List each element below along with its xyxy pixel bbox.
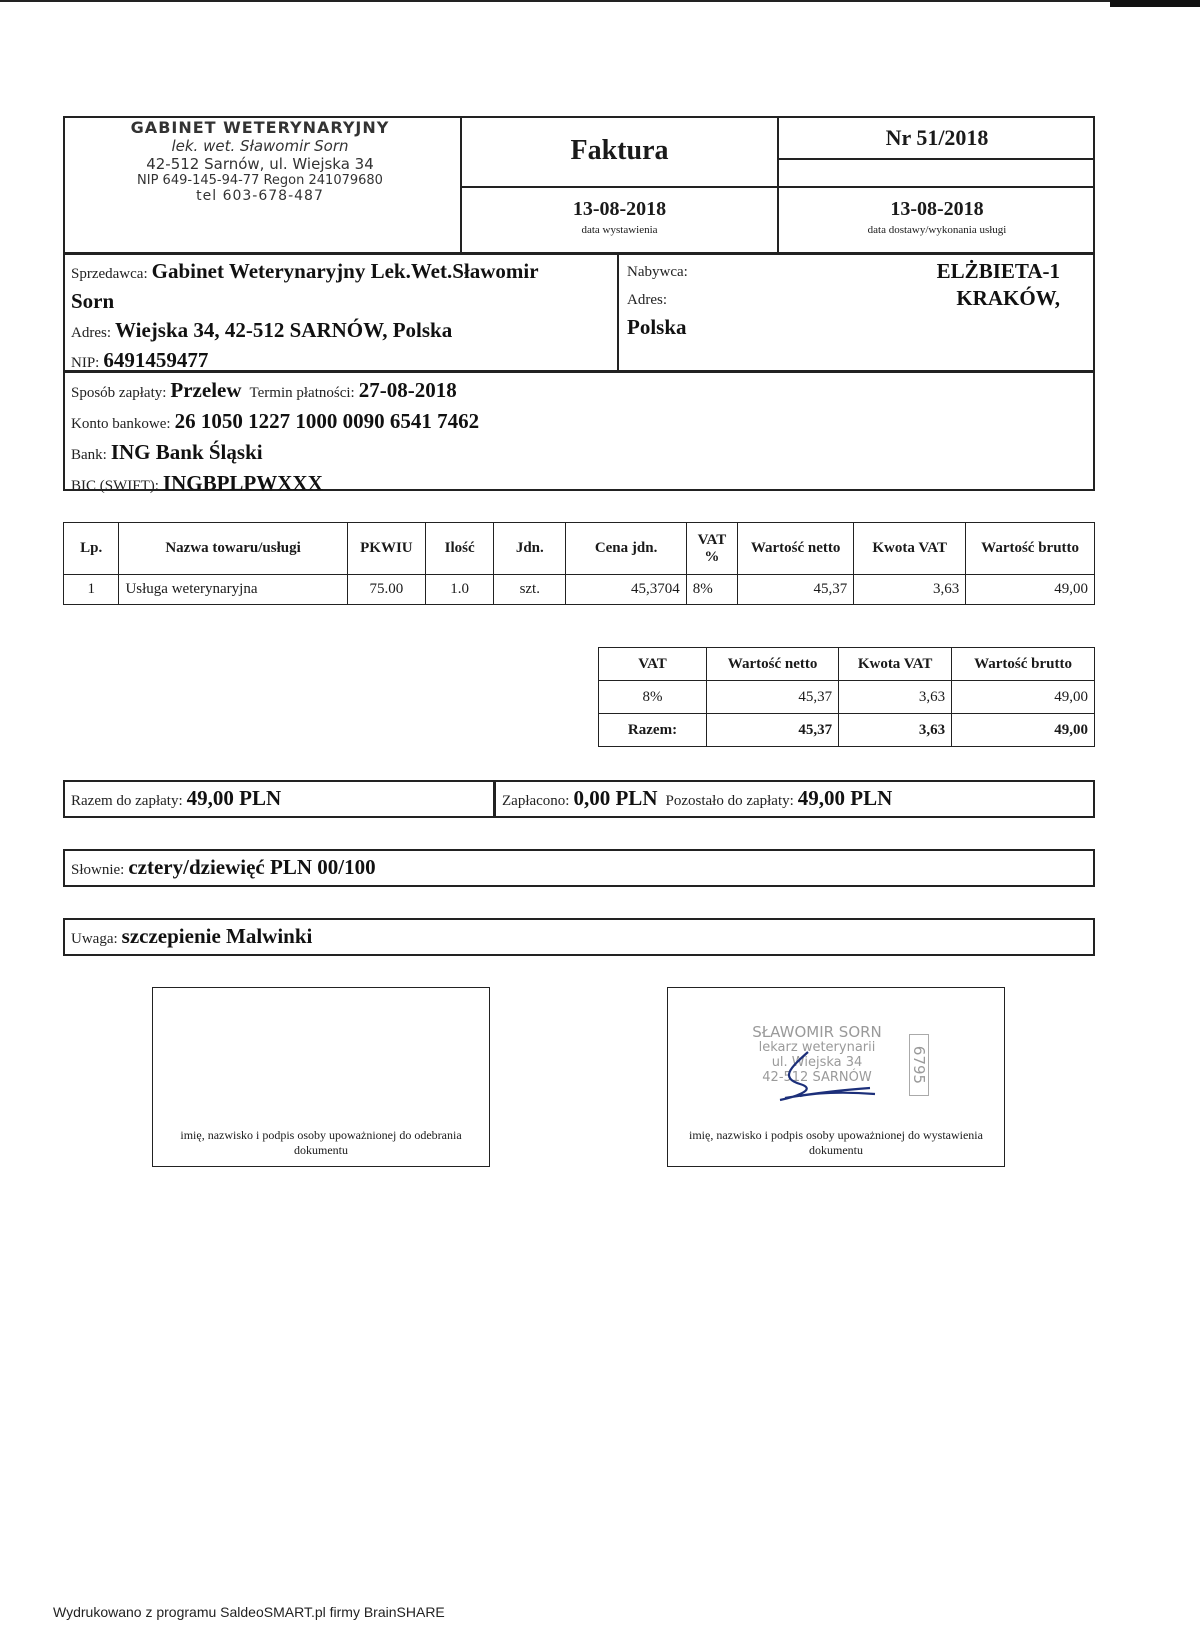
- buyer-city: KRAKÓW,: [956, 286, 1060, 310]
- item-qty: 1.0: [426, 575, 494, 605]
- payment-due-label: Termin płatności:: [249, 385, 355, 401]
- paid-value: 0,00 PLN: [573, 786, 658, 810]
- remaining-label: Pozostało do zapłaty:: [665, 793, 794, 809]
- delivery-date-label: data dostawy/wykonania usługi: [867, 224, 1007, 236]
- col-gross: Wartość brutto: [966, 523, 1095, 575]
- words-label: Słownie:: [71, 862, 125, 878]
- vat-total-label: Razem:: [599, 714, 707, 747]
- item-vat-amount: 3,63: [854, 575, 966, 605]
- paid-label: Zapłacono:: [502, 793, 570, 809]
- stamp-phone: tel 603-678-487: [196, 188, 324, 204]
- col-net: Wartość netto: [738, 523, 854, 575]
- vat-total-net: 45,37: [707, 714, 839, 747]
- seller-nip: 6491459477: [103, 348, 209, 372]
- item-net: 45,37: [738, 575, 854, 605]
- item-name: Usługa weterynaryjna: [119, 575, 347, 605]
- amount-in-words: [71, 855, 376, 880]
- item-lp: 1: [64, 575, 119, 605]
- col-name: Nazwa towaru/usługi: [119, 523, 347, 575]
- payment-due: 27-08-2018: [358, 378, 457, 402]
- vat-col-net: Wartość netto: [707, 648, 839, 681]
- col-lp: Lp.: [64, 523, 119, 575]
- vat-total-row: [599, 714, 1095, 747]
- seller-nip-label: NIP:: [71, 355, 100, 371]
- words-value: cztery/dziewięć PLN 00/100: [128, 855, 376, 879]
- issuer-stamp: [100, 118, 420, 204]
- receiver-signature-caption: imię, nazwisko i podpis osoby upoważnionej do odebrania dokumentu: [180, 1128, 462, 1157]
- item-unit: szt.: [494, 575, 566, 605]
- buyer-name-block: [840, 258, 1060, 312]
- seller-name-cont: Sorn: [71, 289, 115, 313]
- issuer-stamp-city: 42-512 SARNÓW: [762, 1070, 872, 1085]
- bank-label: Bank:: [71, 447, 107, 463]
- page-top-edge: [1110, 0, 1200, 7]
- table-row: [599, 681, 1095, 714]
- handwritten-signature: [760, 1048, 890, 1108]
- vat-total-gross: 49,00: [952, 714, 1095, 747]
- issue-date: 13-08-2018: [572, 198, 667, 220]
- col-vat: VAT %: [686, 523, 737, 575]
- items-table: [63, 522, 1095, 605]
- issuer-signature-caption: imię, nazwisko i podpis osoby upoważnionej do wystawienia dokumentu: [689, 1128, 983, 1157]
- note-value: szczepienie Malwinki: [121, 924, 313, 948]
- bank-name: ING Bank Śląski: [110, 440, 263, 464]
- account-label: Konto bankowe:: [71, 416, 171, 432]
- vat-header-row: [599, 648, 1095, 681]
- header-hline-nr: [777, 158, 1095, 160]
- vat-amount: 3,63: [839, 681, 952, 714]
- account-number: 26 1050 1227 1000 0090 6541 7462: [174, 409, 480, 433]
- total-to-pay: [71, 786, 281, 811]
- stamp-doctor: lek. wet. Sławomir Sorn: [171, 137, 349, 155]
- bic-label: BIC (SWIFT):: [71, 478, 159, 494]
- page-top-rule: [0, 0, 1200, 2]
- col-unit: Jdn.: [494, 523, 566, 575]
- issuer-stamp-title: lekarz weterynarii: [758, 1040, 876, 1055]
- col-price: Cena jdn.: [566, 523, 686, 575]
- issuer-stamp-side-number: 6795: [909, 1034, 929, 1096]
- seller-address-label: Adres:: [71, 325, 111, 341]
- parties-divider: [617, 253, 619, 372]
- item-vat: 8%: [686, 575, 737, 605]
- stamp-title: GABINET WETERYNARYJNY: [130, 118, 390, 137]
- vat-summary-table: [598, 647, 1095, 747]
- vat-gross: 49,00: [952, 681, 1095, 714]
- print-footer: Wydrukowano z programu SaldeoSMART.pl firmy BrainSHARE: [53, 1604, 445, 1620]
- vat-col-rate: VAT: [599, 648, 707, 681]
- stamp-address: 42-512 Sarnów, ul. Wiejska 34: [146, 155, 374, 173]
- to-pay-label: Razem do zapłaty:: [71, 793, 183, 809]
- vat-rate: 8%: [599, 681, 707, 714]
- payment-block: [71, 376, 1071, 500]
- buyer-address-label: Adres:: [627, 292, 667, 308]
- payment-method: Przelew: [170, 378, 242, 402]
- seller-block: [71, 258, 616, 377]
- seller-name: Gabinet Weterynaryjny Lek.Wet.Sławomir: [151, 259, 539, 283]
- payment-method-label: Sposób zapłaty:: [71, 385, 167, 401]
- stamp-ids: NIP 649-145-94-77 Regon 241079680: [137, 173, 383, 188]
- buyer-country: Polska: [627, 315, 687, 339]
- col-qty: Ilość: [426, 523, 494, 575]
- col-vat-amount: Kwota VAT: [854, 523, 966, 575]
- to-pay-value: 49,00 PLN: [186, 786, 282, 810]
- item-gross: 49,00: [966, 575, 1095, 605]
- doc-title: Faktura: [570, 135, 669, 166]
- item-price: 45,3704: [566, 575, 686, 605]
- doc-number: Nr 51/2018: [885, 125, 989, 150]
- item-pkwiu: 75.00: [347, 575, 426, 605]
- col-pkwiu: PKWIU: [347, 523, 426, 575]
- vat-total-amount: 3,63: [839, 714, 952, 747]
- note: [71, 924, 312, 949]
- buyer-label: Nabywca:: [627, 264, 688, 280]
- table-row: [64, 575, 1095, 605]
- vat-col-amount: Kwota VAT: [839, 648, 952, 681]
- payment-status: [502, 786, 892, 811]
- issuer-stamp-name: SŁAWOMIR SORN: [752, 1023, 882, 1041]
- seller-label: Sprzedawca:: [71, 266, 148, 282]
- issue-date-label: data wystawienia: [581, 224, 658, 236]
- issuer-stamp-street: ul. Wiejska 34: [771, 1055, 863, 1070]
- buyer-name: ELŻBIETA-1: [936, 259, 1060, 283]
- delivery-date: 13-08-2018: [890, 198, 984, 220]
- vat-col-gross: Wartość brutto: [952, 648, 1095, 681]
- seller-address: Wiejska 34, 42-512 SARNÓW, Polska: [115, 318, 453, 342]
- bic-code: INGBPLPWXXX: [162, 471, 323, 495]
- header-hline-mid: [460, 186, 1095, 188]
- remaining-value: 49,00 PLN: [797, 786, 893, 810]
- note-label: Uwaga:: [71, 931, 118, 947]
- vat-net: 45,37: [707, 681, 839, 714]
- items-header-row: [64, 523, 1095, 575]
